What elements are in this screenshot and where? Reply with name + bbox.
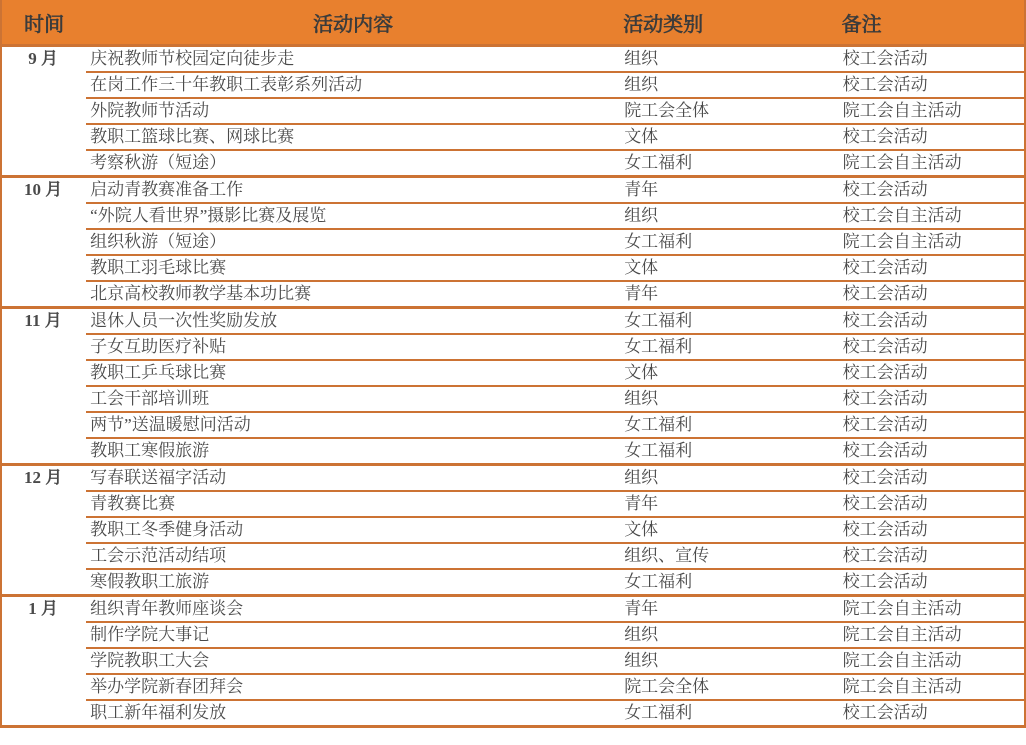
category-cell: 女工福利 xyxy=(620,412,838,438)
month-cell: 12 月 xyxy=(1,465,86,596)
category-cell: 文体 xyxy=(620,517,838,543)
note-cell: 院工会自主活动 xyxy=(839,229,1025,255)
activity-cell: 启动青教赛准备工作 xyxy=(86,177,620,204)
activity-cell: 组织青年教师座谈会 xyxy=(86,596,620,623)
table-row xyxy=(1,203,1025,229)
category-cell: 院工会全体 xyxy=(620,98,838,124)
column-header-activity: 活动内容 xyxy=(86,0,620,46)
table-header-row xyxy=(1,0,1025,46)
note-cell: 校工会活动 xyxy=(839,308,1025,335)
table-row xyxy=(1,308,1025,335)
note-cell: 校工会活动 xyxy=(839,700,1025,727)
note-cell: 校工会活动 xyxy=(839,491,1025,517)
note-cell: 院工会自主活动 xyxy=(839,98,1025,124)
note-cell: 校工会活动 xyxy=(839,569,1025,596)
activity-cell: 退休人员一次性奖励发放 xyxy=(86,308,620,335)
note-cell: 院工会自主活动 xyxy=(839,622,1025,648)
note-cell: 校工会活动 xyxy=(839,334,1025,360)
table-row xyxy=(1,281,1025,308)
note-cell: 校工会活动 xyxy=(839,72,1025,98)
table-row xyxy=(1,648,1025,674)
month-cell: 9 月 xyxy=(1,46,86,177)
note-cell: 校工会活动 xyxy=(839,360,1025,386)
activity-cell: 教职工乒乓球比赛 xyxy=(86,360,620,386)
table-row xyxy=(1,543,1025,569)
table-row xyxy=(1,334,1025,360)
activity-cell: 举办学院新春团拜会 xyxy=(86,674,620,700)
activity-cell: 学院教职工大会 xyxy=(86,648,620,674)
category-cell: 组织 xyxy=(620,648,838,674)
activity-cell: 北京高校教师教学基本功比赛 xyxy=(86,281,620,308)
note-cell: 院工会自主活动 xyxy=(839,674,1025,700)
activity-cell: 教职工羽毛球比赛 xyxy=(86,255,620,281)
table-row xyxy=(1,360,1025,386)
table-row xyxy=(1,517,1025,543)
category-cell: 文体 xyxy=(620,124,838,150)
column-header-category: 活动类别 xyxy=(620,0,838,46)
table-row xyxy=(1,596,1025,623)
category-cell: 女工福利 xyxy=(620,700,838,727)
table-row xyxy=(1,700,1025,727)
category-cell: 青年 xyxy=(620,177,838,204)
table-header xyxy=(1,0,1025,46)
activity-cell: 组织秋游（短途） xyxy=(86,229,620,255)
note-cell: 院工会自主活动 xyxy=(839,648,1025,674)
category-cell: 女工福利 xyxy=(620,438,838,465)
note-cell: 院工会自主活动 xyxy=(839,596,1025,623)
table-row xyxy=(1,491,1025,517)
activity-cell: 在岗工作三十年教职工表彰系列活动 xyxy=(86,72,620,98)
table-row xyxy=(1,674,1025,700)
column-header-time: 时间 xyxy=(1,0,86,46)
note-cell: 校工会自主活动 xyxy=(839,203,1025,229)
activity-cell: 考察秋游（短途） xyxy=(86,150,620,177)
table-row xyxy=(1,46,1025,73)
activity-cell: 教职工篮球比赛、网球比赛 xyxy=(86,124,620,150)
category-cell: 女工福利 xyxy=(620,308,838,335)
activity-cell: 工会示范活动结项 xyxy=(86,543,620,569)
category-cell: 青年 xyxy=(620,281,838,308)
note-cell: 校工会活动 xyxy=(839,177,1025,204)
table-row xyxy=(1,229,1025,255)
note-cell: 校工会活动 xyxy=(839,517,1025,543)
category-cell: 组织 xyxy=(620,72,838,98)
category-cell: 女工福利 xyxy=(620,150,838,177)
note-cell: 校工会活动 xyxy=(839,438,1025,465)
note-cell: 院工会自主活动 xyxy=(839,150,1025,177)
activity-cell: 外院教师节活动 xyxy=(86,98,620,124)
activity-cell: 两节”送温暖慰问活动 xyxy=(86,412,620,438)
category-cell: 组织 xyxy=(620,203,838,229)
activity-cell: 职工新年福利发放 xyxy=(86,700,620,727)
activity-cell: 青教赛比赛 xyxy=(86,491,620,517)
activity-cell: 教职工冬季健身活动 xyxy=(86,517,620,543)
note-cell: 校工会活动 xyxy=(839,386,1025,412)
category-cell: 组织 xyxy=(620,46,838,73)
note-cell: 校工会活动 xyxy=(839,465,1025,492)
category-cell: 女工福利 xyxy=(620,569,838,596)
table-row xyxy=(1,569,1025,596)
table-row xyxy=(1,622,1025,648)
table-row xyxy=(1,438,1025,465)
activity-cell: 子女互助医疗补贴 xyxy=(86,334,620,360)
month-group xyxy=(1,177,1025,308)
activity-cell: “外院人看世界”摄影比赛及展览 xyxy=(86,203,620,229)
activity-cell: 制作学院大事记 xyxy=(86,622,620,648)
month-cell: 1 月 xyxy=(1,596,86,727)
category-cell: 组织 xyxy=(620,386,838,412)
table-row xyxy=(1,72,1025,98)
month-group xyxy=(1,596,1025,727)
month-group xyxy=(1,308,1025,465)
activity-cell: 寒假教职工旅游 xyxy=(86,569,620,596)
activity-cell: 写春联送福字活动 xyxy=(86,465,620,492)
category-cell: 组织 xyxy=(620,622,838,648)
table-row xyxy=(1,412,1025,438)
table-row xyxy=(1,177,1025,204)
month-group xyxy=(1,46,1025,177)
table-row xyxy=(1,150,1025,177)
table-row xyxy=(1,386,1025,412)
month-cell: 11 月 xyxy=(1,308,86,465)
category-cell: 女工福利 xyxy=(620,334,838,360)
note-cell: 校工会活动 xyxy=(839,543,1025,569)
activity-cell: 庆祝教师节校园定向徒步走 xyxy=(86,46,620,73)
category-cell: 青年 xyxy=(620,491,838,517)
month-group xyxy=(1,465,1025,596)
table-row xyxy=(1,255,1025,281)
table-row xyxy=(1,124,1025,150)
column-header-note: 备注 xyxy=(839,0,1025,46)
table-row xyxy=(1,98,1025,124)
note-cell: 校工会活动 xyxy=(839,46,1025,73)
category-cell: 组织 xyxy=(620,465,838,492)
category-cell: 文体 xyxy=(620,255,838,281)
table-row xyxy=(1,465,1025,492)
note-cell: 校工会活动 xyxy=(839,255,1025,281)
activity-cell: 教职工寒假旅游 xyxy=(86,438,620,465)
activity-cell: 工会干部培训班 xyxy=(86,386,620,412)
category-cell: 青年 xyxy=(620,596,838,623)
category-cell: 院工会全体 xyxy=(620,674,838,700)
category-cell: 文体 xyxy=(620,360,838,386)
month-cell: 10 月 xyxy=(1,177,86,308)
note-cell: 校工会活动 xyxy=(839,412,1025,438)
category-cell: 组织、宣传 xyxy=(620,543,838,569)
note-cell: 校工会活动 xyxy=(839,281,1025,308)
note-cell: 校工会活动 xyxy=(839,124,1025,150)
category-cell: 女工福利 xyxy=(620,229,838,255)
